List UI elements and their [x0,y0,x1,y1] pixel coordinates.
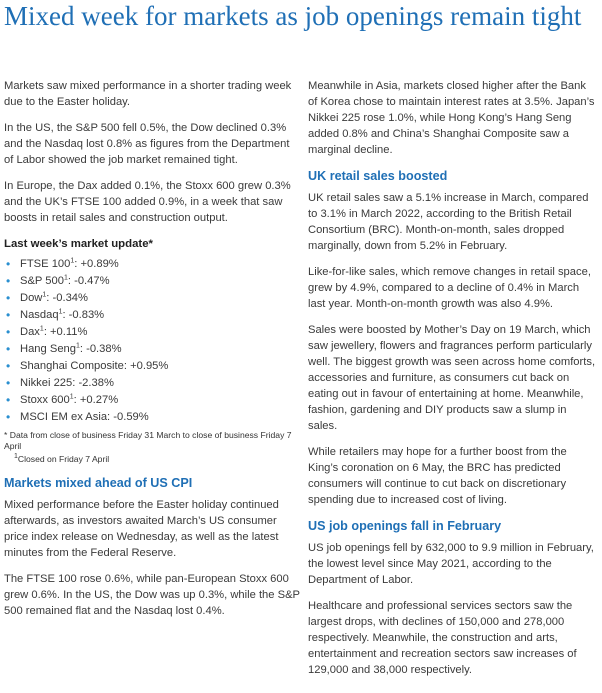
list-item: • Dow$^1$: -0.34% [6,291,88,305]
list-item: • Stoxx $600^1$: +0.27% [6,393,119,407]
section-heading-uk-retail: UK retail sales boosted [308,169,448,183]
body-paragraph: US job openings fell by 632,000 to 9.9 million in February, the lowest level since May 2021, according to the Department of Labor. [308,542,594,586]
body-paragraph: Like-for-like sales, which remove changes in retail space, grew by 4.9%, compared to a decline of 0.4% in March last year. Month-on-month growth was also 4.9%. [308,266,591,310]
bullet-icon: • [6,308,11,322]
asia-paragraph: Meanwhile in Asia, markets closed higher after the Bank of Korea chose to maintain interest rates at 3.5%. Japan’s Nikkei 225 rose 1.0%, while Hong Kong’s Hang Seng added 0.8% and China’s Shanghai Composite saw a marginal decline. [308,80,595,156]
bullet-icon: • [6,410,11,424]
intro-paragraph: In Europe, the Dax added 0.1%, the Stoxx 600 grew 0.3% and the UK’s FTSE 100 added 0.9%, in a week that saw boosts in retail sales and construction output. [4,180,291,224]
section-heading-us-jobs: US job openings fall in February [308,519,502,533]
bullet-icon: • [6,274,11,288]
list-item: • MSCI EM ex Asia: -0.59% [6,410,149,424]
body-paragraph: Healthcare and professional services sectors saw the largest drops, with declines of 150,000 and 278,000 respectively. Meanwhile, the construction and arts, entertainment and recreation sectors saw increases of 129,000 and 38,000 respectively. [308,600,577,676]
bullet-icon: • [6,325,11,339]
list-item: • Nikkei 225: -2.38% [6,376,114,390]
body-paragraph: Mixed performance before the Easter holiday continued afterwards, as investors awaited March’s US consumer price index release on Wednesday, as well as the latest minutes from the Federal Reserve. [4,499,279,559]
bullet-icon: • [6,376,11,390]
body-paragraph: The FTSE 100 rose 0.6%, while pan-European Stoxx 600 grew 0.6%. In the US, the Dow was up 0.3%, while the S&P 500 remained flat and the Nasdaq lost 0.4%. [4,573,300,617]
list-item: • FTSE $100^1$: +0.89% [6,257,119,271]
market-update-heading: Last week’s market update* [4,238,153,250]
list-item: • Nasdaq$^1$: -0.83% [6,308,105,322]
intro-paragraph: In the US, the S&P 500 fell 0.5%, the Dow declined 0.3% and the Nasdaq lost 0.8% as figures from the Department of Labor showed the job market remained tight. [4,122,290,166]
body-paragraph: UK retail sales saw a 5.1% increase in March, compared to 3.1% in March 2022, according to the British Retail Consortium (BRC). Month-on-month, sales dropped marginally, down from 5.2% in February. [308,192,589,252]
bullet-icon: • [6,393,11,407]
list-item: • Shanghai Composite: +0.95% [6,359,169,373]
section-heading-us-cpi: Markets mixed ahead of US CPI [4,476,193,490]
list-item: • S&P $500^1$: -0.47% [6,274,110,288]
list-item: • Hang Seng$^1$: -0.38% [6,342,122,356]
body-paragraph: Sales were boosted by Mother’s Day on 19 March, which saw jewellery, flowers and fragrances perform particularly well. The biggest growth was seen across home comforts, accessories and furniture, as consumers cut back on eating out in favour of entertaining at home. Meanwhile, fashion, gardening and DIY products saw a slump in sales. [308,324,596,432]
article-title: Mixed week for markets as job openings remain tight [4,1,582,31]
left-column [4,78,300,629]
footnote-closed: $^1$Closed on Friday 7 April [14,453,110,464]
right-column [308,78,598,688]
bullet-icon: • [6,291,11,305]
body-paragraph: While retailers may hope for a further boost from the King’s coronation on 6 May, the BRC has predicted consumers will continue to cut back on discretionary spending due to increased cost of living. [308,446,567,506]
list-item: • Dax$^1$: +0.11% [6,325,88,339]
bullet-icon: • [6,359,11,373]
bullet-icon: • [6,257,11,271]
market-update-list [4,256,300,426]
intro-paragraph: Markets saw mixed performance in a shorter trading week due to the Easter holiday. [4,80,292,108]
bullet-icon: • [6,342,11,356]
footnote-data-source: * Data from close of business Friday 31 March to close of business Friday 7 April [4,430,292,451]
